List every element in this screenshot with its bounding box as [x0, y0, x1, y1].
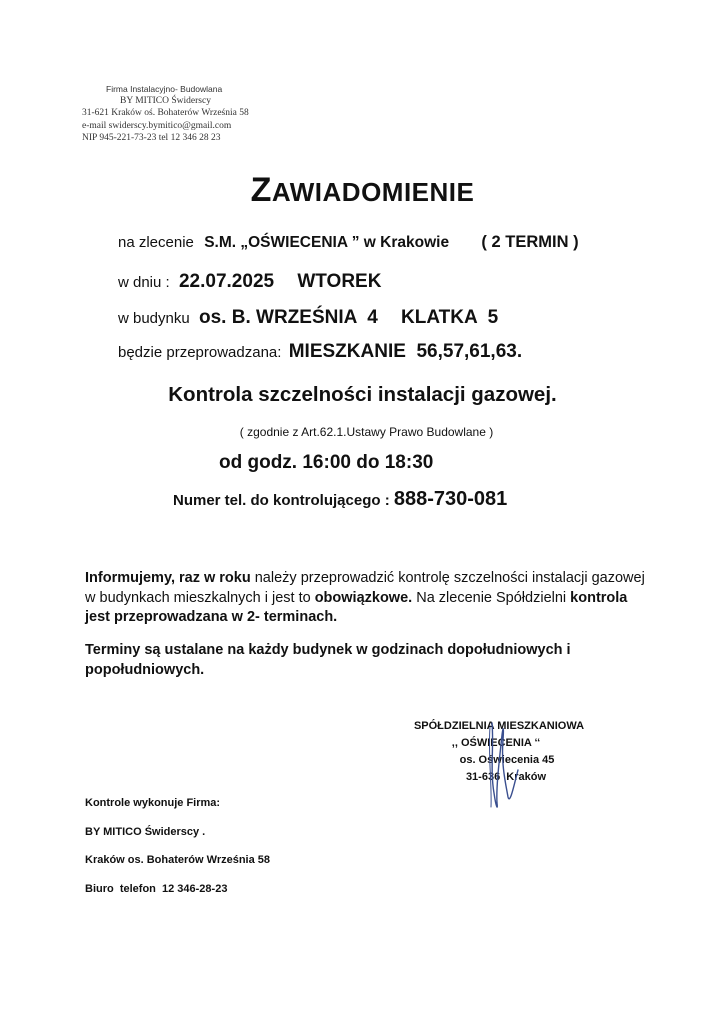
legal-note: ( zgodnie z Art.62.1.Ustawy Prawo Budowlane )	[239, 425, 494, 439]
apartments-line	[118, 341, 522, 363]
building-staircase: KLATKA 5	[401, 307, 499, 328]
info-text-2: Na zlecenie Spółdzielni	[412, 589, 571, 606]
order-client: S.M. „OŚWIECENIA ” w Krakowie	[204, 234, 450, 251]
inspection-heading: Kontrola szczelności instalacji gazowej.	[168, 383, 557, 406]
info-paragraph	[85, 569, 645, 628]
contractor-info	[85, 797, 270, 911]
title-rest: AWIADOMIENIE	[271, 177, 475, 207]
info-mandatory: obowiązkowe.	[314, 589, 413, 606]
page-title	[0, 171, 725, 210]
phone-label: Numer tel. do kontrolującego :	[173, 492, 390, 509]
stamp-line-4: 31-636 Kraków	[465, 771, 547, 783]
info-terms: kontrola jest przeprowadzana w 2- terminach.	[85, 589, 628, 625]
stamp-line-1: SPÓŁDZIELNIA MIESZKANIOWA	[413, 720, 585, 732]
inspector-phone-line	[173, 488, 507, 511]
letterhead-email: e-mail swiderscy.bymitico@gmail.com	[82, 120, 232, 131]
order-line	[118, 233, 579, 252]
info-lead: Informujemy, raz w roku	[85, 570, 251, 586]
contractor-heading: Kontrole wykonuje Firma:	[85, 797, 221, 809]
building-label: w budynku	[118, 310, 190, 327]
date-weekday: WTOREK	[297, 271, 382, 292]
letterhead-company-type: Firma Instalacyjno- Budowlana	[106, 84, 223, 94]
stamp-line-3: os. Oświecenia 45	[459, 754, 555, 766]
letterhead-company-name: BY MITICO Świderscy	[120, 96, 211, 107]
inspection-hours: od godz. 16:00 do 18:30	[219, 452, 434, 473]
contractor-phone: Biuro telefon 12 346-28-23	[85, 882, 228, 895]
handwritten-signature	[470, 715, 540, 815]
phone-number: 888-730-081	[393, 488, 508, 510]
letterhead-nip-phone: NIP 945-221-73-23 tel 12 346 28 23	[82, 132, 221, 143]
info-text-1: należy przeprowadzić kontrolę szczelności instalacji gazowej w budynkach mieszkalnych i jest to	[85, 570, 645, 606]
order-term: ( 2 TERMIN )	[481, 233, 579, 251]
date-value: 22.07.2025	[178, 271, 275, 292]
letterhead-address: 31-621 Kraków oś. Bohaterów Września 58	[82, 108, 249, 119]
letterhead	[82, 83, 249, 144]
order-label: na zlecenie	[118, 234, 194, 251]
apartments-label: będzie przeprowadzana:	[118, 344, 282, 361]
schedule-paragraph: Terminy są ustalane na każdy budynek w godzinach dopołudniowych i popołudniowych.	[85, 642, 571, 678]
contractor-name: BY MITICO Świderscy .	[85, 825, 206, 838]
title-initial: Z	[250, 171, 272, 209]
building-line	[118, 307, 498, 329]
building-address: os. B. WRZEŚNIA 4	[199, 307, 378, 328]
date-line	[118, 271, 381, 293]
date-label: w dniu :	[118, 274, 170, 291]
stamp-line-2: ,, OŚWIECENIA ‘‘	[451, 737, 541, 749]
apartments-value: MIESZKANIE 56,57,61,63.	[288, 341, 523, 362]
contractor-address: Kraków os. Bohaterów Września 58	[85, 854, 271, 866]
